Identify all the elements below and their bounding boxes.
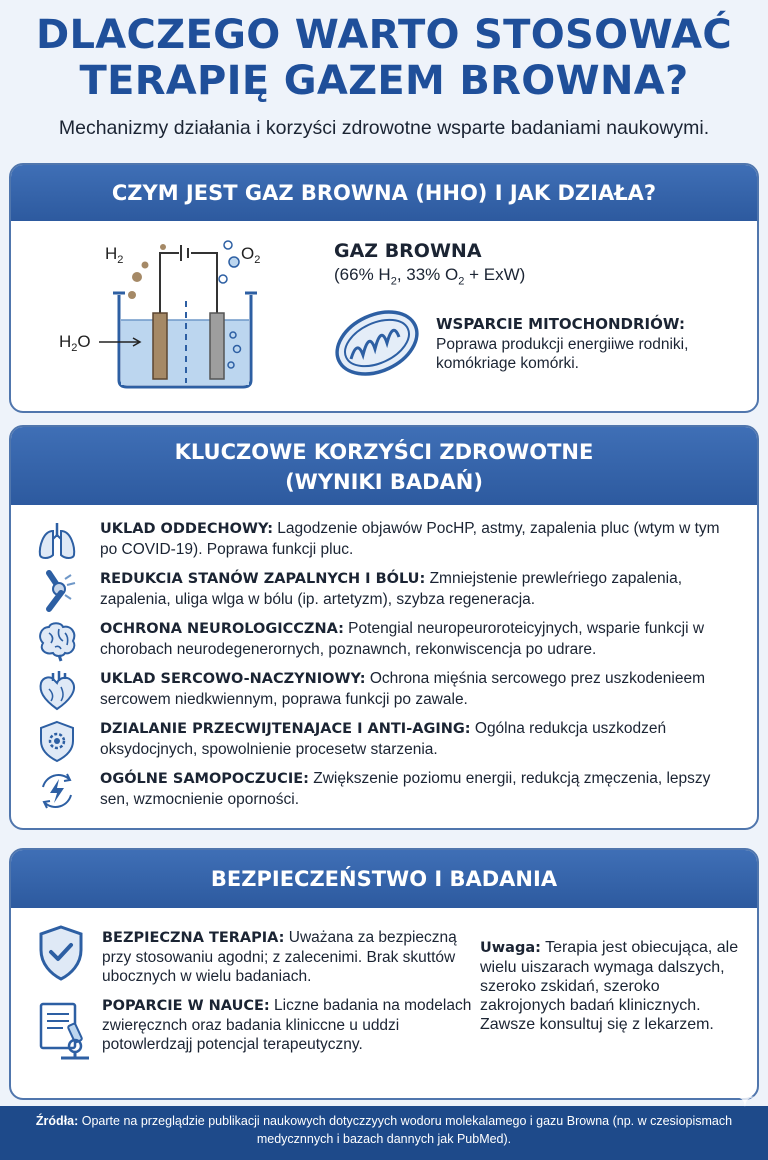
sparkle-icon — [734, 1086, 756, 1108]
svg-text:H2O: $H_2O$ — [59, 332, 91, 354]
benefit-text: OCHRONA NEUROLOGICCZNA: Potengial neuropeuroroteicyjnych, wsparie funkcji w chorobach neurodegenerornych, poznawnch, rekonwiscencja po udrare. — [100, 620, 705, 658]
page-subtitle: Mechanizmy działania i korzyści zdrowotne wsparte badaniami naukowymi. — [58, 117, 710, 139]
benefit-text: OGÓLNE SAMOPOCZUCIE: Zwiększenie poziomu energii, redukcją zmęczenia, lepszy sen, wzmocnienie oporności. — [100, 770, 711, 808]
shield-check-icon — [35, 924, 87, 982]
science-support-text: POPARCIE W NAUCE: Liczne badania na modelach zwieręcznch oraz badania klinicсne u uddzi potowlerdzajj potencjal terapeutyczny. — [102, 997, 472, 1053]
page-title — [0, 12, 768, 104]
joint-icon — [35, 569, 79, 613]
heart-icon — [35, 669, 79, 713]
benefit-text: UKLAD ODDECHOWY: Lagodzenie objawów PocHP, astmy, zapalenia pluc (wtym w tym po COVID-19). Poprawa funkcji pluc. — [100, 520, 720, 558]
electrolysis-beaker-icon — [47, 235, 277, 395]
o2-label: O — [241, 244, 255, 263]
lungs-icon — [35, 519, 79, 563]
mito-title: WSPARCIE MITOCHONDRIÓW: — [436, 315, 685, 333]
mitochondria-icon — [329, 303, 425, 383]
sources-footer: Źródła: Oparte na przeglądzie publikacji naukowych dotyczzyych wodoru molekalamego i gazu Browna (np. w czesiopismach medycznnych i bazach dannych jak PubMed). — [0, 1106, 768, 1160]
shield-gear-icon — [35, 719, 79, 763]
benefit-item — [11, 517, 757, 565]
section-safety-research — [9, 848, 759, 1100]
benefit-item — [11, 717, 757, 765]
document-microscope-icon — [33, 1000, 93, 1062]
section-header: CZYM JEST GAZ BROWNA (HHO) I JAK DZIAŁA? — [11, 165, 757, 221]
benefit-text: UKLAD SERCOWO-NACZYNIOWY: Ochrona mięśnia sercowego prez uszkodenieem sercowem niedkwiennym, poprawa funkcji po zawale. — [100, 670, 705, 708]
section-health-benefits — [9, 425, 759, 830]
mito-text: Poprawa produkcji energiiwe rodniki, komókriage komórki. — [436, 336, 689, 372]
benefit-text: REDUKCIA STANÓW ZAPALNYCH I BÓLU: Zmniejstenie prewleŕriego zapalenia, zapalenia, uliga wlga w bólu (ip. artetyzm), szybza regeneracja. — [100, 570, 683, 608]
gas-title: GAZ BROWNA — [334, 240, 482, 262]
benefit-item — [11, 667, 757, 715]
section-header: KLUCZOWE KORZYŚCI ZDROWOTNE (WYNIKI BADAŃ) — [11, 427, 757, 505]
svg-text:H2: $H_2$ — [105, 244, 124, 266]
benefit-item — [11, 767, 757, 815]
note-text: Uwaga: Terapia jest obiecująca, ale wielu uiszarach wymaga dalszych, szeroko zskidań, szeroko zakrojonych badań klinicznych. Zawsze konsultuj się z lekarzem. — [480, 939, 739, 1033]
gas-formula: (66% $H_2$, 33% $O_2 + ExW$) — [334, 265, 526, 288]
safe-therapy-text: BEZPIECZNA TERAPIA: Uważana za bezpieczną przy stosowaniu agodni; z zalecenimi. Brak skuttów ubocznych w wielu badaniach. — [102, 929, 457, 985]
water-label: H — [59, 332, 72, 351]
section-header: BEZPIECZEŃSTWO I BADANIA — [11, 850, 757, 908]
svg-text:O2: $O_2$ — [241, 244, 261, 266]
section-what-is-gas — [9, 163, 759, 413]
benefit-item — [11, 617, 757, 665]
h2-label: H — [105, 244, 118, 263]
benefit-item — [11, 567, 757, 615]
brain-icon — [35, 619, 79, 663]
title-line-2: TERAPIĘ GAZEM BROWNA? — [79, 58, 689, 104]
title-line-1: DLACZEGO WARTO STOSOWAĆ — [35, 12, 733, 58]
benefit-text: DZIALANIE PRZECWIJTENAJACE I ANTI-AGING: Ogólna redukcja uszkodzeń oksydocjnych, spowolnienie procesetw starzenia. — [100, 720, 667, 758]
energy-icon — [35, 769, 79, 813]
